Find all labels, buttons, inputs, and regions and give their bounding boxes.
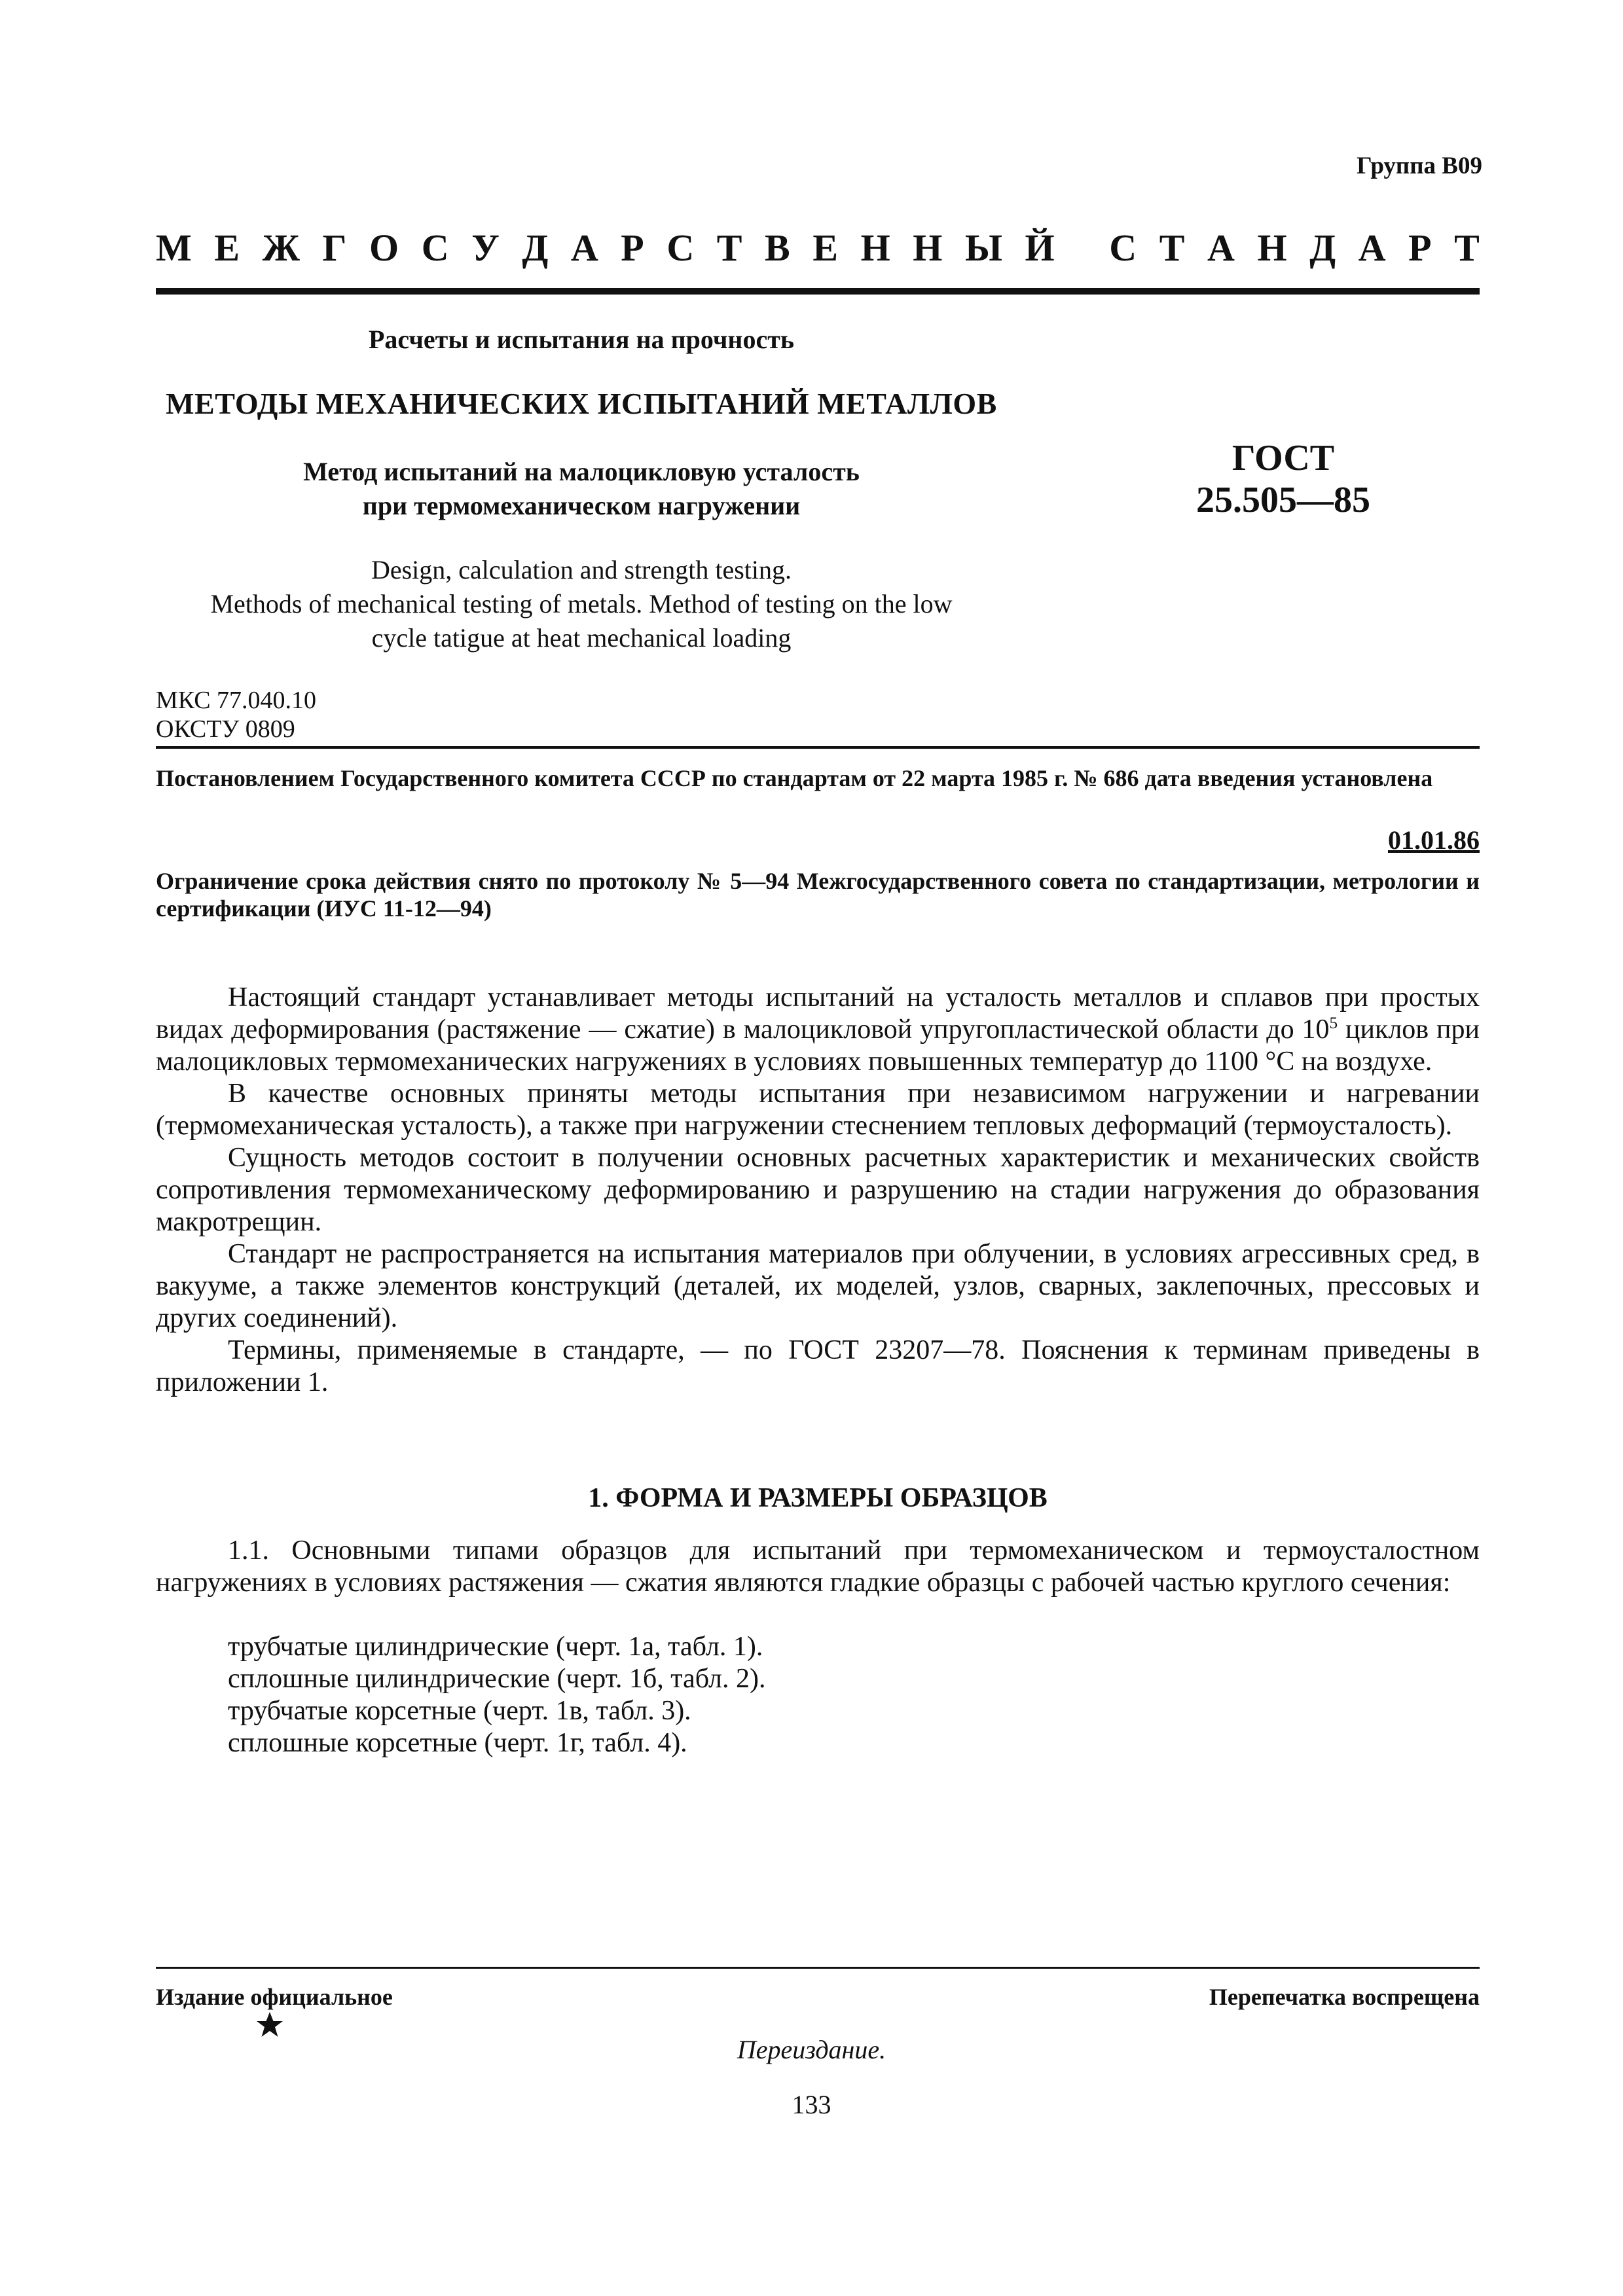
banner-letter: Н: [1257, 226, 1287, 269]
group-code: Группа В09: [1357, 152, 1482, 179]
okstu-code: ОКСТУ 0809: [156, 715, 295, 743]
banner-letter: Г: [322, 226, 347, 269]
introduction-date: 01.01.86: [1388, 825, 1480, 855]
codes-rule: [156, 746, 1480, 749]
english-title-line-1: Design, calculation and strength testing.: [371, 555, 792, 584]
banner-letter: С: [666, 226, 695, 269]
banner-letter: Н: [913, 226, 943, 269]
decree-text: Постановлением Государственного комитета СССР по стандартам от 22 марта 1985 г. № 686 дата введения установлена: [156, 765, 1433, 791]
paragraph: Стандарт не распространяется на испытания материалов при облучении, в условиях агрессивных сред, в вакууме, а также элементов конструкций (деталей, их моделей, узлов, сварных, заклепочных, прессовых и других соединений).: [156, 1239, 1480, 1333]
banner-letter: Т: [1454, 226, 1480, 269]
list-item: трубчатые корсетные (черт. 1в, табл. 3).: [228, 1696, 691, 1726]
subtitle: [156, 455, 1007, 523]
banner-letter: А: [570, 226, 598, 269]
banner-letter: О: [369, 226, 399, 269]
banner-letter: Ж: [262, 226, 300, 269]
banner-letter: Р: [1408, 226, 1432, 269]
paragraph: Сущность методов состоит в получении основных расчетных характеристик и механических свойств сопротивления термомеханическому деформированию и разрушению на стадии нагружения до образования макротрещин.: [156, 1143, 1480, 1237]
main-title: МЕТОДЫ МЕХАНИЧЕСКИХ ИСПЫТАНИЙ МЕТАЛЛОВ: [166, 387, 997, 420]
banner-letter: Н: [860, 226, 890, 269]
mks-code: МКС 77.040.10: [156, 687, 317, 714]
standard-banner: [156, 226, 1480, 270]
banner-letter: Р: [621, 226, 644, 269]
gost-label: ГОСТ: [1231, 438, 1335, 478]
header-rule: [156, 288, 1480, 295]
banner-letter: Ы: [964, 226, 1002, 269]
specimen-list: [228, 1631, 765, 1759]
banner-letter: Й: [1025, 226, 1055, 269]
banner-letter: М: [156, 226, 192, 269]
intro-body: [156, 982, 1480, 1399]
paragraph: В качестве основных приняты методы испытания при независимом нагружении и нагревании (термомеханическая усталость), а также при нагружении стеснением тепловых деформаций (термоусталость).: [156, 1079, 1480, 1141]
banner-letter: У: [471, 226, 500, 269]
paragraph: 1.1. Основными типами образцов для испытаний при термомеханическом и термоусталостном нагружениях в условиях растяжения — сжатия являются гладкие образцы с рабочей частью круглого сечения:: [156, 1535, 1480, 1598]
gost-number: [1172, 437, 1395, 521]
reprint-prohibited: Перепечатка воспрещена: [1209, 1984, 1480, 2010]
english-title: [156, 553, 1007, 655]
banner-letter: Е: [214, 226, 240, 269]
banner-letter: Д: [1309, 226, 1336, 269]
banner-letter: Т: [716, 226, 742, 269]
banner-letter: А: [1358, 226, 1386, 269]
english-title-line-2: Methods of mechanical testing of metals. Method of testing on the low: [210, 589, 953, 619]
paragraph: Настоящий стандарт устанавливает методы испытаний на усталость металлов и сплавов при простых видах деформирования (растяжение — сжатие) в малоцикловой упругопластической области до $10^5$ циклов при малоцикловых термомеханических нагружениях в условиях повышенных температур до 1100 °С на воздухе.: [156, 982, 1480, 1077]
english-title-line-3: cycle tatigue at heat mechanical loading: [371, 623, 792, 653]
series-title: Расчеты и испытания на прочность: [368, 325, 795, 354]
classification-codes: [156, 686, 316, 744]
banner-letter: С: [421, 226, 449, 269]
banner-letter: А: [1207, 226, 1235, 269]
banner-letter: В: [765, 226, 790, 269]
banner-letter: [1077, 226, 1087, 270]
banner-letter: С: [1109, 226, 1137, 269]
paragraph: Термины, применяемые в стандарте, — по ГОСТ 23207—78. Пояснения к терминам приведены в приложении 1.: [156, 1335, 1480, 1397]
limit-text: Ограничение срока действия снято по протоколу № 5—94 Межгосударственного совета по стандартизации, метрологии и сертификации (ИУС 11-12—94): [156, 868, 1480, 922]
section-heading: 1. ФОРМА И РАЗМЕРЫ ОБРАЗЦОВ: [588, 1483, 1048, 1513]
banner-letter: Е: [812, 226, 838, 269]
subtitle-line-2: при термомеханическом нагружении: [362, 491, 801, 520]
page-number: 133: [792, 2090, 831, 2119]
subtitle-line-1: Метод испытаний на малоцикловую усталость: [303, 457, 860, 486]
banner-letter: Д: [522, 226, 549, 269]
official-edition: Издание официальное: [156, 1984, 393, 2010]
footer-rule: [156, 1967, 1480, 1969]
list-item: сплошные цилиндрические (черт. 1б, табл. 2).: [228, 1664, 766, 1694]
reissue-note: Переиздание.: [737, 2035, 886, 2064]
gost-code: 25.505—85: [1196, 480, 1370, 520]
banner-letter: Т: [1159, 226, 1185, 269]
section-body: [156, 1535, 1480, 1599]
list-item: сплошные корсетные (черт. 1г, табл. 4).: [228, 1728, 687, 1758]
list-item: трубчатые цилиндрические (черт. 1а, табл. 1).: [228, 1632, 763, 1662]
